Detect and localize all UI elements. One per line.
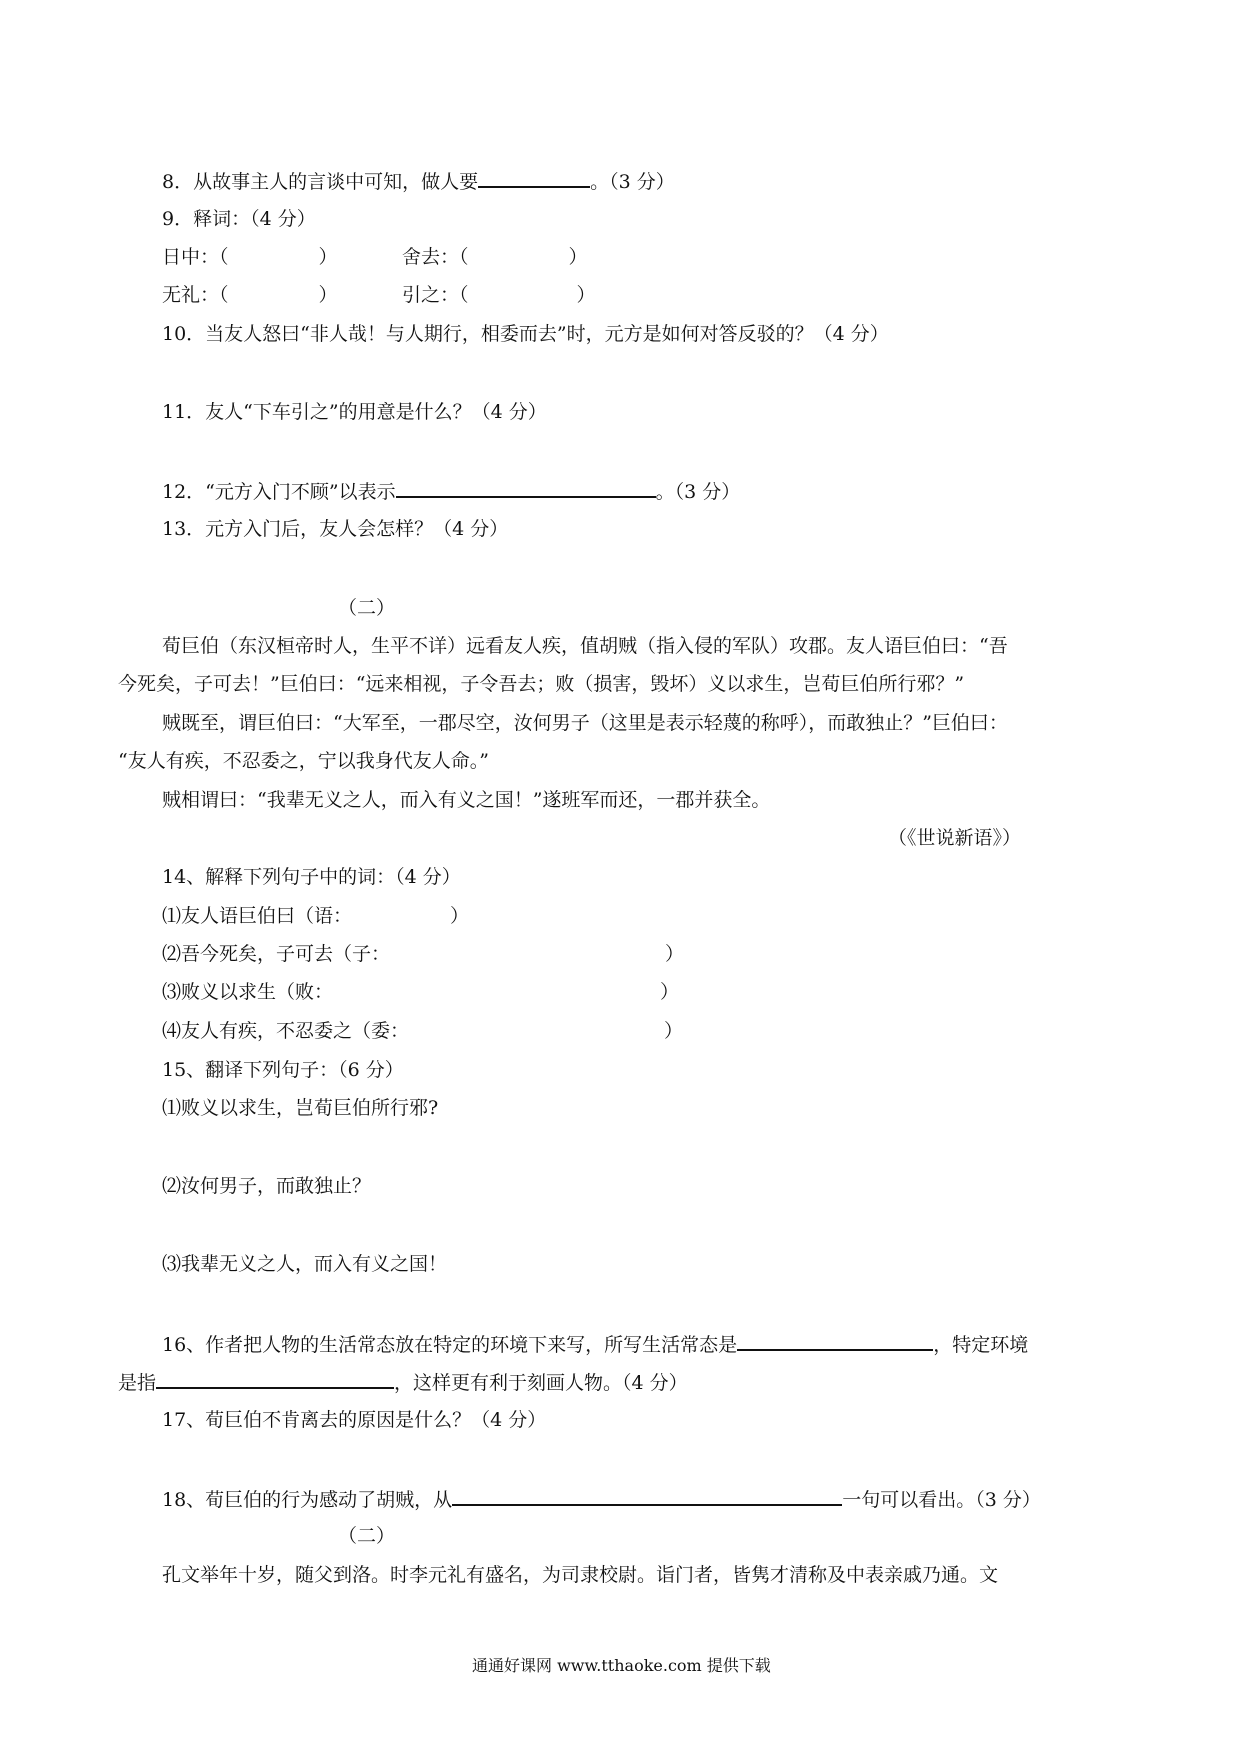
- question-13: 13．元方入门后，友人会怎样？（4 分）: [162, 518, 509, 540]
- question-16-line2: [118, 1367, 688, 1397]
- q8-text: 8．从故事主人的言谈中可知，做人要: [162, 171, 479, 193]
- passage-line: 贼既至，谓巨伯曰：“大军至，一郡尽空，汝何男子（这里是表示轻蔑的称呼），而敢独止？”巨伯曰：: [162, 712, 1008, 734]
- paren-close: ）: [318, 246, 338, 268]
- question-10: 10．当友人怒曰“非人哉！与人期行，相委而去”时，元方是如何对答反驳的？（4 分）: [162, 323, 889, 345]
- q12-text: 12．“元方入门不顾”以表示: [162, 481, 396, 503]
- q9-label-wuli: 无礼：（: [162, 284, 229, 306]
- q16-text-l2: 是指: [118, 1372, 157, 1394]
- passage-line: “友人有疾，不忍委之，宁以我身代友人命。”: [118, 750, 489, 772]
- q14-item-1: [162, 902, 469, 930]
- q16-text: 16、作者把人物的生活常态放在特定的环境下来写，所写生活常态是: [162, 1334, 738, 1356]
- q18-text: 18、荀巨伯的行为感动了胡贼，从: [162, 1489, 453, 1511]
- q16-blank-1[interactable]: [737, 1329, 933, 1351]
- paren-close: ）: [660, 981, 680, 1003]
- passage-line: 今死矣，子可去！”巨伯曰：“远来相视，子令吾去；败（损害，毁坏）义以求生，岂荀巨伯所行邪？”: [118, 673, 965, 695]
- question-16: [162, 1329, 1028, 1359]
- section-heading: （二）: [338, 597, 396, 619]
- passage-line: 荀巨伯（东汉桓帝时人，生平不详）远看友人疾，值胡贼（指入侵的军队）攻郡。友人语巨伯曰：“吾: [162, 635, 1008, 657]
- q14-label-4: ⑷友人有疾，不忍委之（委：: [162, 1020, 410, 1042]
- q15-item-1: ⑴败义以求生，岂荀巨伯所行邪?: [162, 1097, 439, 1119]
- question-14: 14、解释下列句子中的词：（4 分）: [162, 866, 461, 888]
- q16-blank-2[interactable]: [156, 1367, 394, 1389]
- passage-source: （《世说新语》）: [888, 827, 1022, 849]
- paren-close: ）: [576, 284, 596, 306]
- question-18: [162, 1484, 1041, 1514]
- q18-score: 一句可以看出。（3 分）: [842, 1489, 1041, 1511]
- passage-line: 贼相谓曰：“我辈无义之人，而入有义之国！”遂班军而还，一郡并获全。: [162, 789, 771, 811]
- paren-close: ）: [318, 284, 338, 306]
- q14-label-2: ⑵吾今死矣，子可去（子：: [162, 943, 391, 965]
- q15-item-3: ⑶我辈无义之人，而入有义之国！: [162, 1253, 448, 1275]
- q14-item-2: [162, 940, 684, 968]
- q9-item-rizhong: [162, 243, 338, 271]
- question-9: 9．释词：（4 分）: [162, 208, 316, 230]
- q16-text-l2-post: ，这样更有利于刻画人物。（4 分）: [394, 1372, 688, 1394]
- q14-label-1: ⑴友人语巨伯曰（语：: [162, 905, 353, 927]
- question-8: [162, 166, 675, 196]
- q14-item-4: [162, 1017, 683, 1045]
- q12-blank[interactable]: [396, 476, 656, 498]
- q9-label-sheqi: 舍去：（: [402, 246, 469, 268]
- question-11: 11．友人“下车引之”的用意是什么？（4 分）: [162, 401, 547, 423]
- paren-close: ）: [568, 246, 588, 268]
- q12-score: 。（3 分）: [655, 481, 741, 503]
- q9-item-sheqi: [402, 243, 588, 271]
- paren-close: ）: [664, 1020, 684, 1042]
- q8-blank[interactable]: [478, 166, 590, 188]
- q9-item-yinzhi: [402, 281, 596, 309]
- q9-label-yinzhi: 引之：（: [402, 284, 469, 306]
- paren-close: ）: [665, 943, 685, 965]
- q14-item-3: [162, 978, 679, 1006]
- q18-blank[interactable]: [452, 1484, 842, 1506]
- passage-line: 孔文举年十岁，随父到洛。时李元礼有盛名，为司隶校尉。诣门者，皆隽才清称及中表亲戚乃通。文: [162, 1564, 999, 1586]
- paren-close: ）: [450, 905, 470, 927]
- q15-item-2: ⑵汝何男子，而敢独止？: [162, 1175, 372, 1197]
- question-12: [162, 476, 740, 506]
- q14-label-3: ⑶败义以求生（败：: [162, 981, 334, 1003]
- q8-score: 。（3 分）: [590, 171, 675, 193]
- q9-label-rizhong: 日中：（: [162, 246, 229, 268]
- q9-item-wuli: [162, 281, 338, 309]
- page-footer: 通通好课网 www.tthaoke.com 提供下载: [472, 1656, 771, 1675]
- q16-text-mid: ，特定环境: [933, 1334, 1029, 1356]
- question-15: 15、翻译下列句子：（6 分）: [162, 1059, 404, 1081]
- section-heading: （二）: [338, 1525, 396, 1547]
- question-17: 17、荀巨伯不肯离去的原因是什么？（4 分）: [162, 1409, 547, 1431]
